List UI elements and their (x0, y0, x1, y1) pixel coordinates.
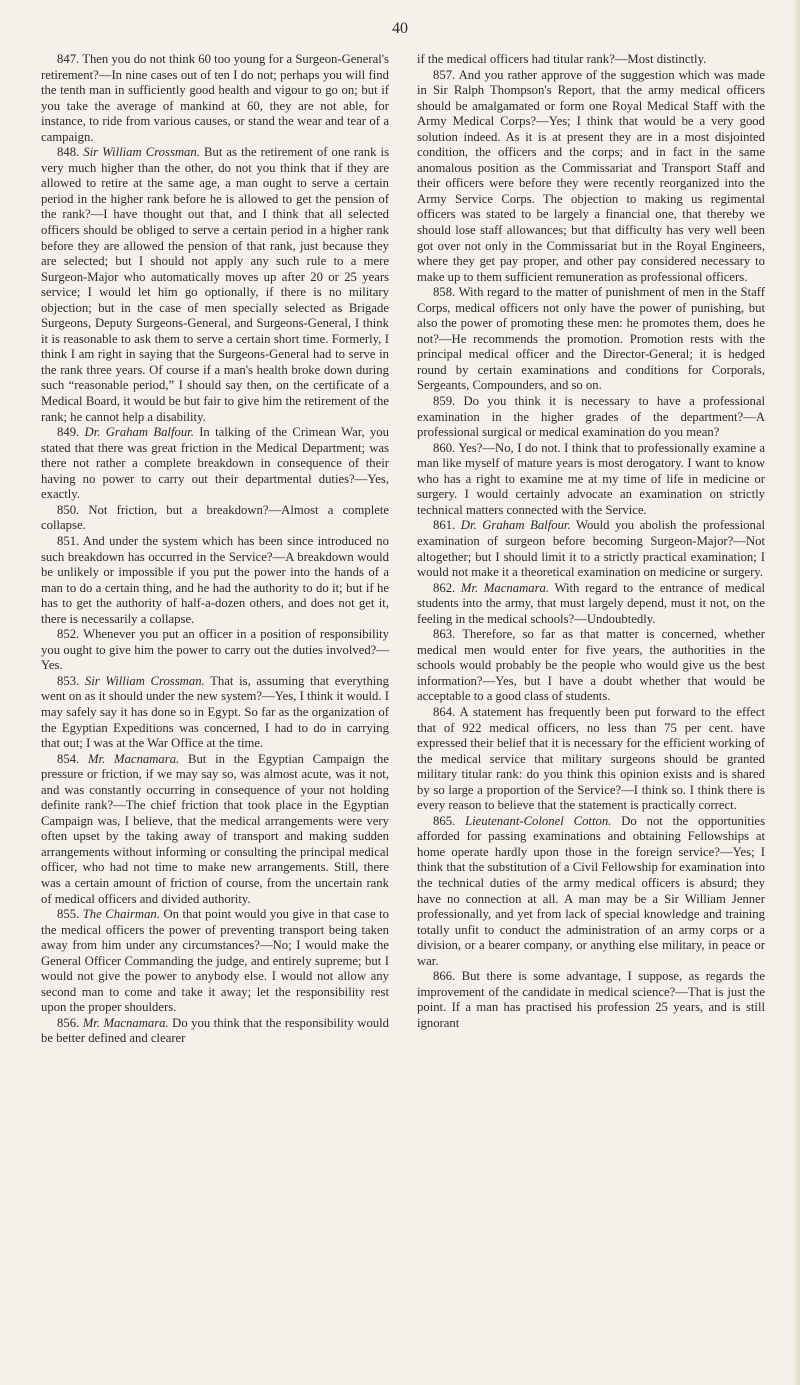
paragraph-text: Do not the opportunities afforded for passing examinations and obtaining Fellowships at home operate hardly upon those in the foreign service?—Yes; I think that the substitution of a Civil Fellowship for examination into the technical duties of the army medical officers is absurd; they have no connection at all. A man may be a Sir William Jenner professionally, and yet from lack of special knowledge and training totally unfit to conduct the administration of an army corps or a division, or a bearer company, or anything else military, in peace or war. (417, 813, 766, 968)
question-number: 864. (433, 704, 456, 719)
paragraph-text: Yes?—No, I do not. I think that to professionally examine a man like myself of mature years is most derogatory. I want to know who has a right to examine me at my time of life in medicine or surgery. I would certainly advocate an examination on strictly technical matters connected with the Service. (417, 440, 765, 517)
testimony-paragraph (41, 534, 389, 627)
speaker-name: The Chairman. (82, 907, 160, 922)
paragraph-text: Not friction, but a breakdown?—Almost a complete collapse. (41, 502, 390, 533)
question-number: 860. (433, 440, 456, 455)
speaker-name: Mr. Macnamara. (82, 1015, 169, 1030)
testimony-paragraph (41, 907, 389, 1016)
question-number: 852. (57, 627, 80, 642)
question-number: 858. (433, 285, 456, 300)
testimony-paragraph (41, 52, 389, 145)
paragraph-text: With regard to the entrance of medical students into the army, that must largely depend, must it not, on the feeling in the medical schools?—Undoubtedly. (417, 580, 765, 626)
testimony-paragraph (41, 752, 389, 907)
left-column (41, 52, 389, 1047)
question-number: 847. (57, 52, 80, 66)
question-number: 848. (57, 145, 80, 160)
question-number: 859. (433, 394, 456, 409)
testimony-paragraph (417, 705, 765, 814)
testimony-paragraph (41, 674, 389, 752)
question-number: 861. (433, 518, 456, 533)
paragraph-text: But as the retirement of one rank is very much higher than the other, do not you think that if they are allowed to retire at the same age, a man ought to serve a certain period in the higher rank before he is allowed to get the pension of the rank?—I have thought out that, and I think that all selected officers should be obliged to serve a certain period in a higher rank before they are allowed the pension of that rank, just because they are selected; but I should not apply any such rule to a mere Surgeon-Major who automatically moves up after 20 or 25 years service; I would let him go optionally, if there is no military objection; but in the case of men specially selected as Brigade Surgeons, Deputy Surgeons-General, and Surgeons-General, I think it is reasonable to ask them to serve a certain short time. Formerly, I think I am right in saying that the Surgeons-General had to serve in the rank three years. Of course if a man's health broke down during such “reasonable period,” I should say then, on the certificate of a Medical Board, it would be but fair to give him the retirement of the rank; he cannot help a disability. (41, 145, 390, 424)
paragraph-text: On that point would you give in that case to the medical officers the power of preventing transport being taken away from him under any circumstances?—No; I would make the General Officer Commanding the judge, and entirely supreme; but I would not give the power to anybody else. I would not allow any second man to come and take it away; let the responsibility rest upon the proper shoulders. (41, 907, 390, 1015)
testimony-paragraph (417, 52, 765, 68)
paragraph-text: Do you think that the responsibility would be better defined and clearer (41, 1015, 390, 1046)
paragraph-text: And you rather approve of the suggestion which was made in Sir Ralph Thompson's Report, that the army medical officers should be amalgamated or form one Royal Medical Staff with the Army Medical Corps?—Yes; I think that would be a very good solution indeed. As it is at present they are in a most disjointed condition, the officers and the corps; and in fact in the same anomalous position as the Commissariat and Transport Staff and their officers were before they were recently reorganized into the Army Service Corps. The objection to making us regimental officers was stated to be largely a financial one, that thereby we should lose staff allowances; but that difficulty has very well been got over not only in the Commissariat but in the Royal Engineers, where they get pay proper, and other pay considered necessary to make up to them sufficient remuneration as professional officers. (417, 67, 765, 284)
testimony-paragraph (417, 285, 765, 394)
question-number: 849. (57, 425, 80, 440)
question-number: 857. (433, 67, 456, 82)
testimony-paragraph (417, 969, 765, 1031)
paragraph-text: Then you do not think 60 too young for a Surgeon-General's retirement?—In nine cases out of ten I do not; perhaps you will find the tenth man in sufficiently good health and vigour to go on; but if you take the average of mankind at 60, they are not able, for instance, to ride from various causes, or stand the wear and tear of a campaign. (41, 52, 389, 144)
speaker-name: Sir William Crossman. (83, 145, 200, 160)
testimony-paragraph (417, 518, 765, 580)
testimony-paragraph (417, 814, 765, 969)
paragraph-text: Therefore, so far as that matter is concerned, whether medical men would enter for five years, the authorities in the schools would probably be the people who would give us the best information?—Yes, but I have a doubt whether that would be acceptable to a good class of students. (417, 627, 765, 704)
testimony-paragraph (417, 394, 765, 441)
paragraph-text: Whenever you put an officer in a position of responsibility you ought to give him the power to carry out the duties involved?—Yes. (41, 627, 390, 673)
testimony-paragraph (417, 441, 765, 519)
paragraph-text: That is, assuming that everything went on as it should under the new system?—Yes, I think it would. I may safely say it has done so in Egypt. So far as the organization of the Egyptian Expeditions was concerned, I had to do in carrying that out; I was at the War Office at the time. (41, 673, 389, 751)
speaker-name: Sir William Crossman. (84, 673, 205, 688)
testimony-paragraph (417, 68, 765, 286)
question-number: 855. (57, 907, 80, 922)
page-edge (793, 0, 800, 1385)
testimony-paragraph (41, 145, 389, 425)
page-number: 40 (392, 20, 408, 37)
speaker-name: Lieutenant-Colonel Cotton. (465, 813, 612, 828)
paragraph-text: But there is some advantage, I suppose, as regards the improvement of the candidate in medical science?—That is just the point. If a man has practised his profession 25 years, and is still ignorant (417, 969, 766, 1030)
testimony-paragraph (41, 425, 389, 503)
testimony-paragraph (417, 627, 765, 705)
speaker-name: Mr. Macnamara. (87, 751, 180, 766)
question-number: 850. (57, 502, 80, 517)
speaker-name: Dr. Graham Balfour. (460, 518, 571, 533)
paragraph-text: In talking of the Crimean War, you stated that there was great friction in the Medical Department; was there not rather a complete breakdown in consequence of their having no power to carry out their departmental duties?—Yes, exactly. (41, 425, 389, 502)
speaker-name: Mr. Macnamara. (460, 580, 550, 595)
paragraph-text: Would you abolish the professional examination of surgeon before becoming Surgeon-Major?—Not altogether; but I should limit it to a strictly practical examination; I would not make it a theoretical examination on medicine or surgery. (417, 518, 765, 580)
question-number: 853. (57, 673, 80, 688)
question-number: 856. (57, 1015, 80, 1030)
paragraph-text: if the medical officers had titular rank?—Most distinctly. (417, 52, 707, 66)
paragraph-text: With regard to the matter of punishment of men in the Staff Corps, medical officers not only have the power of punishing, but also the power of promoting these men: he promotes them, does he not?—He recommends the promotion. Promotion rests with the principal medical officer and the Director-General; it is hedged round by certain examinations and conditions for Corporals, Sergeants, Compounders, and so on. (417, 285, 765, 393)
testimony-paragraph (41, 1016, 389, 1047)
question-number: 863. (433, 627, 456, 642)
paragraph-text: Do you think it is necessary to have a professional examination in the higher grades of the department?—A professional surgical or medical examination do you mean? (417, 394, 765, 440)
testimony-paragraph (41, 503, 389, 534)
question-number: 854. (57, 751, 80, 766)
question-number: 862. (433, 580, 456, 595)
paragraph-text: And under the system which has been since introduced no such breakdown has occurred in the Service?—A breakdown would be unlikely or impossible if you put the power into the hands of a man to do a certain thing, and he had the authority to do it; but if he has to get the authority of half-a-dozen others, and does not get it, there is necessarily a collapse. (41, 533, 389, 626)
question-number: 851. (57, 533, 80, 548)
question-number: 866. (433, 969, 456, 984)
question-number: 865. (433, 813, 456, 828)
paragraph-text: But in the Egyptian Campaign the pressure or friction, if we may say so, was almost acute, was it not, and was constantly occurring in consequence of your not holding definite rank?—The chief friction that took place in the Egyptian Campaign was, I believe, that the medical arrangements were very often upset by the taking away of transport and making sudden arrangements without informing or consulting the principal medical officer, who had not time to make new arrangements. Still, there was a certain amount of friction of course, from the uncertain rank of medical officers and divided authority. (41, 751, 390, 906)
testimony-paragraph (417, 581, 765, 628)
speaker-name: Dr. Graham Balfour. (84, 425, 194, 440)
testimony-paragraph (41, 627, 389, 674)
right-column (417, 52, 765, 1031)
paragraph-text: A statement has frequently been put forward to the effect that of 922 medical officers, no less than 75 per cent. have expressed their belief that it is necessary for the efficient working of the medical service that military surgeons should be granted military titular rank: do you think this opinion exists and is shared by so large a proportion of the Service?—I think so. I think there is every reason to believe that the statement is practically correct. (417, 704, 765, 813)
